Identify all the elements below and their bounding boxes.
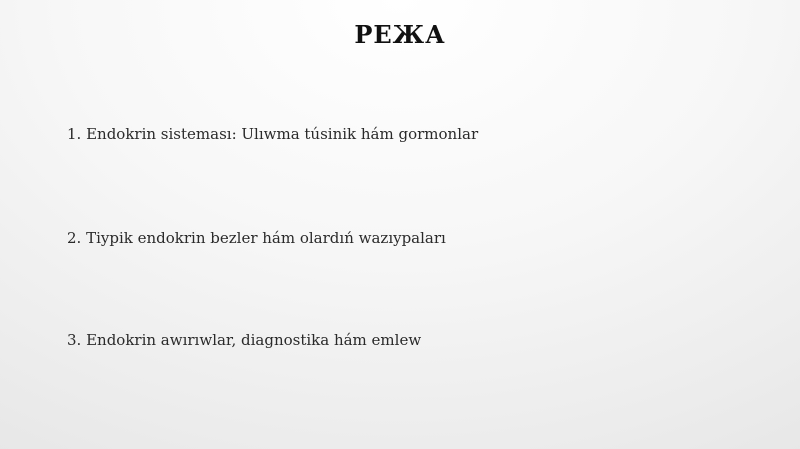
agenda-item: 2. Tiypik endokrin bezler hám olardıń wazıypaları (67, 229, 446, 247)
agenda-item: 1. Endokrin sisteması: Ulıwma túsinik hám gormonlar (67, 125, 479, 143)
slide-title: РЕЖА (354, 20, 446, 49)
agenda-item: 3. Endokrin awırıwlar, diagnostika hám emlew (67, 331, 422, 349)
